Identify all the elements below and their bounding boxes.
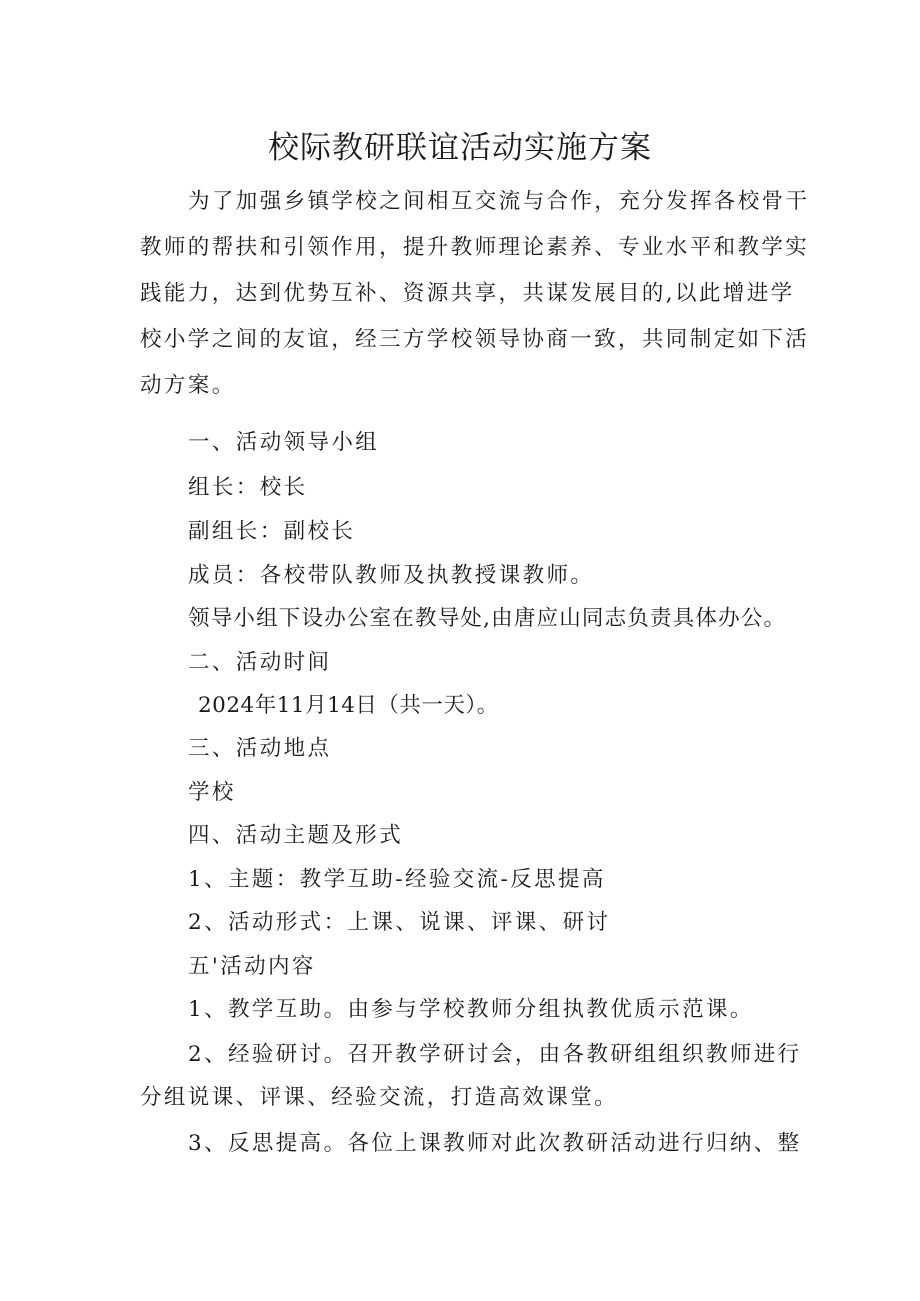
section-2-date: 2024年11月14日（共一天）。	[198, 693, 499, 718]
section-1-heading: 一、活动领导小组	[188, 430, 380, 455]
section-3-heading: 三、活动地点	[188, 736, 332, 761]
document-title: 校际教研联谊活动实施方案	[268, 130, 652, 166]
section-5-item-3-line-1: 3、反思提高。各位上课教师对此次教研活动进行归纳、整	[188, 1131, 802, 1156]
section-5-item-2-line-1: 2、经验研讨。召开教学研讨会，由各教研组组织教师进行	[188, 1042, 802, 1067]
section-1-deputy: 副组长：副校长	[188, 519, 356, 544]
section-1-office: 领导小组下设办公室在教导处,由唐应山同志负责具体办公。	[188, 606, 787, 631]
section-4-item-1: 1、主题：教学互助-经验交流-反思提高	[188, 867, 606, 892]
intro-line-1: 为了加强乡镇学校之间相互交流与合作，充分发挥各校骨干	[188, 189, 810, 214]
section-4-item-2: 2、活动形式：上课、说课、评课、研讨	[188, 910, 611, 935]
section-1-leader: 组长：校长	[188, 475, 308, 500]
intro-line-5: 动方案。	[140, 373, 236, 398]
section-5-item-2-line-2: 分组说课、评课、经验交流，打造高效课堂。	[140, 1085, 619, 1110]
intro-line-3: 践能力，达到优势互补、资源共享，共谋发展目的,以此增进学	[140, 281, 795, 306]
intro-line-2: 教师的帮扶和引领作用，提升教师理论素养、专业水平和教学实	[140, 235, 810, 260]
section-4-heading: 四、活动主题及形式	[188, 823, 404, 848]
intro-line-4: 校小学之间的友谊，经三方学校领导协商一致，共同制定如下活	[140, 327, 810, 352]
section-5-item-1: 1、教学互助。由参与学校教师分组执教优质示范课。	[188, 997, 754, 1022]
section-5-heading: 五'活动内容	[188, 954, 316, 979]
section-3-place: 学校	[188, 780, 236, 805]
section-2-heading: 二、活动时间	[188, 650, 332, 675]
section-1-members: 成员：各校带队教师及执教授课教师。	[188, 563, 595, 588]
